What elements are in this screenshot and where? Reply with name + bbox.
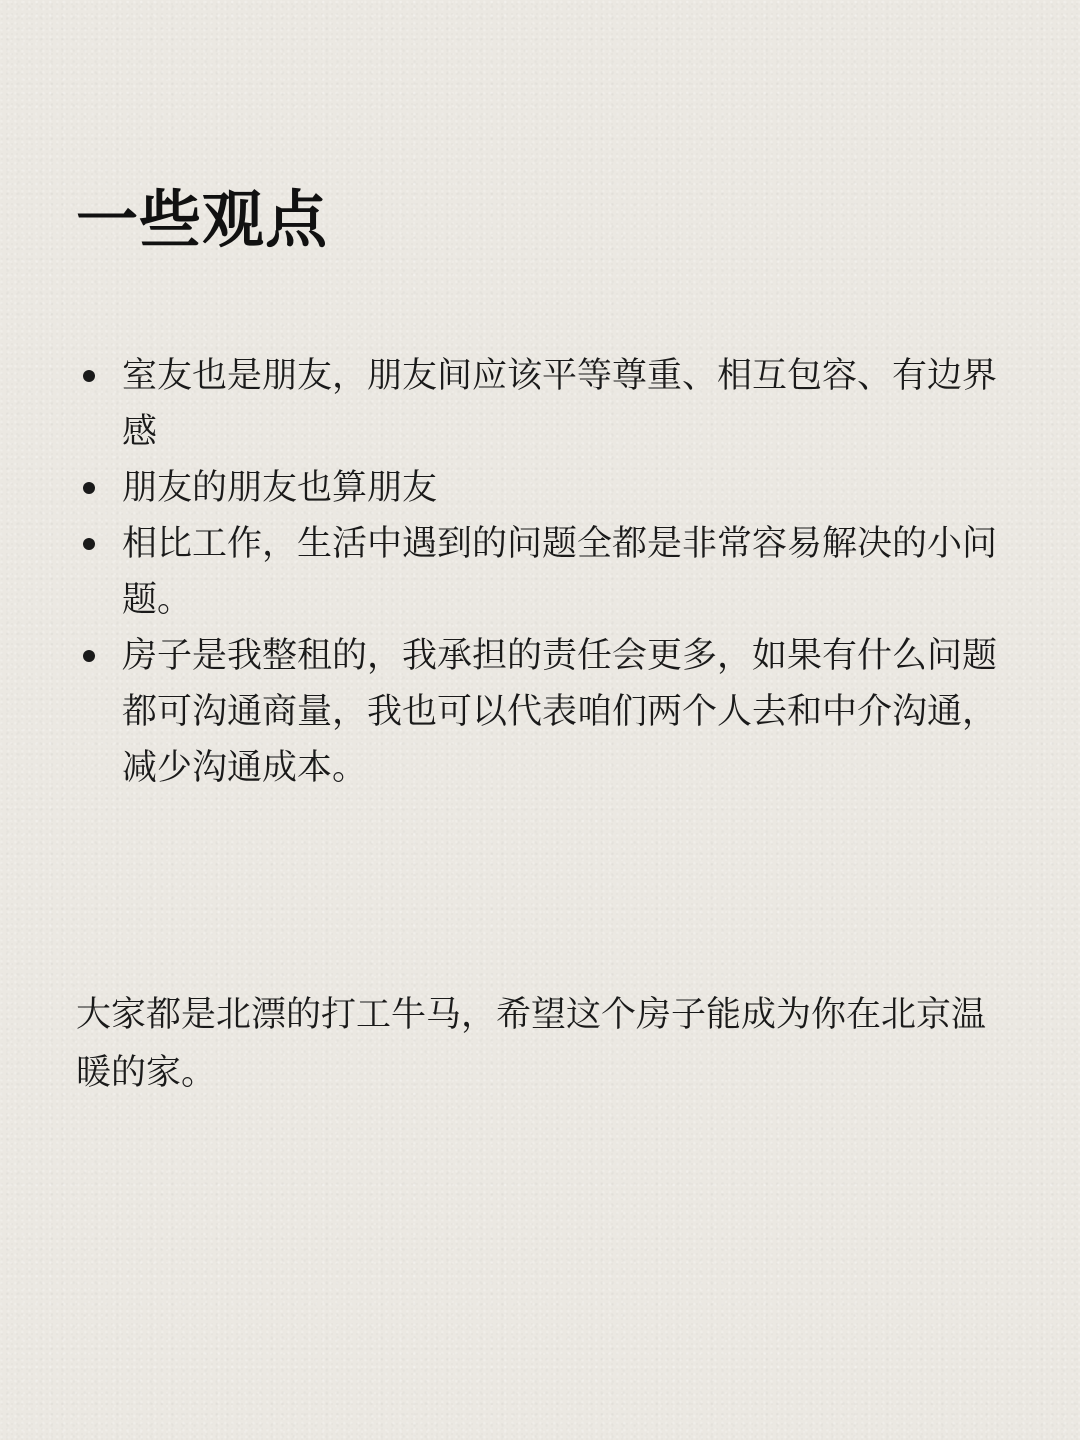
bullet-icon: [83, 482, 95, 494]
list-item: [80, 516, 1010, 628]
list-item-text: 房子是我整租的，我承担的责任会更多，如果有什么问题都可沟通商量，我也可以代表咱们两个人去和中介沟通，减少沟通成本。: [122, 636, 998, 788]
closing-paragraph: 大家都是北漂的打工牛马，希望这个房子能成为你在北京温暖的家。: [76, 995, 987, 1093]
list-item-text: 朋友的朋友也算朋友: [122, 468, 438, 508]
list-item: [80, 460, 1010, 516]
points-list: [80, 348, 1010, 796]
page-title: 一些观点: [76, 183, 329, 256]
bullet-icon: [83, 650, 95, 662]
list-item: [80, 348, 1010, 460]
bullet-icon: [83, 538, 95, 550]
list-item-text: 室友也是朋友，朋友间应该平等尊重、相互包容、有边界感: [122, 356, 998, 452]
bullet-icon: [83, 370, 95, 382]
list-item: [80, 628, 1010, 796]
list-item-text: 相比工作，生活中遇到的问题全都是非常容易解决的小问题。: [122, 524, 998, 620]
